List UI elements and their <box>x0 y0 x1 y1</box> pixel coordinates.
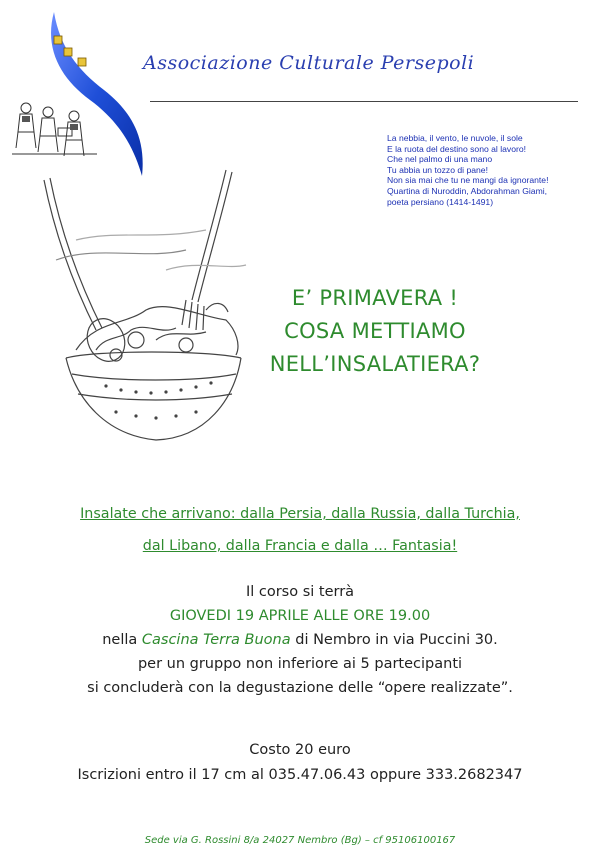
poem-line: La nebbia, il vento, le nuvole, il sole <box>387 133 523 143</box>
headline <box>225 282 525 381</box>
poem-attribution: poeta persiano (1414-1491) <box>387 196 494 207</box>
group-requirement: per un gruppo non inferiore ai 5 partecipanti <box>137 656 463 672</box>
event-ending: si concluderà con la degustazione delle “opere realizzate”. <box>87 680 513 696</box>
poem-attribution: Quartina di Nuroddin, Abdorahman Giami, <box>387 185 548 196</box>
venue-name: Cascina Terra Buona <box>141 632 291 648</box>
footer-address: Sede via G. Rossini 8/a 24027 Nembro (Bg) – cf 95106100167 <box>144 835 456 846</box>
event-details <box>20 580 580 700</box>
subtitle-line: Insalate che arrivano: dalla Persia, dalla Russia, dalla Turchia, <box>80 506 520 522</box>
header-divider <box>150 101 578 102</box>
event-date: GIOVEDI 19 APRILE ALLE ORE 19.00 <box>169 608 431 624</box>
poem-line: E la ruota del destino sono al lavoro! <box>387 143 527 154</box>
cost-info <box>20 738 580 788</box>
headline-line: E’ PRIMAVERA ! <box>291 286 459 310</box>
organization-name: Associazione Culturale Persepoli <box>143 52 475 74</box>
price: Costo 20 euro <box>249 742 351 758</box>
registration-info: Iscrizioni entro il 17 cm al 035.47.06.43 oppure 333.2682347 <box>77 767 523 783</box>
poem-line: Che nel palmo di una mano <box>387 154 493 165</box>
poem-quote <box>387 133 548 207</box>
poem-line: Tu abbia un tozzo di pane! <box>387 164 488 175</box>
people-cooking-sketch-icon <box>12 98 97 158</box>
headline-line: COSA METTIAMO <box>284 319 466 343</box>
subtitle <box>20 498 580 562</box>
event-venue <box>20 628 580 652</box>
venue-suffix: di Nembro in via Puccini 30. <box>290 632 498 648</box>
headline-line: NELL’INSALATIERA? <box>269 352 481 376</box>
poem-line: Non sia mai che tu ne mangi da ignorante! <box>387 175 549 186</box>
subtitle-line: dal Libano, dalla Francia e dalla … Fantasia! <box>142 538 458 554</box>
venue-prefix: nella <box>102 632 142 648</box>
details-intro: Il corso si terrà <box>245 584 355 600</box>
